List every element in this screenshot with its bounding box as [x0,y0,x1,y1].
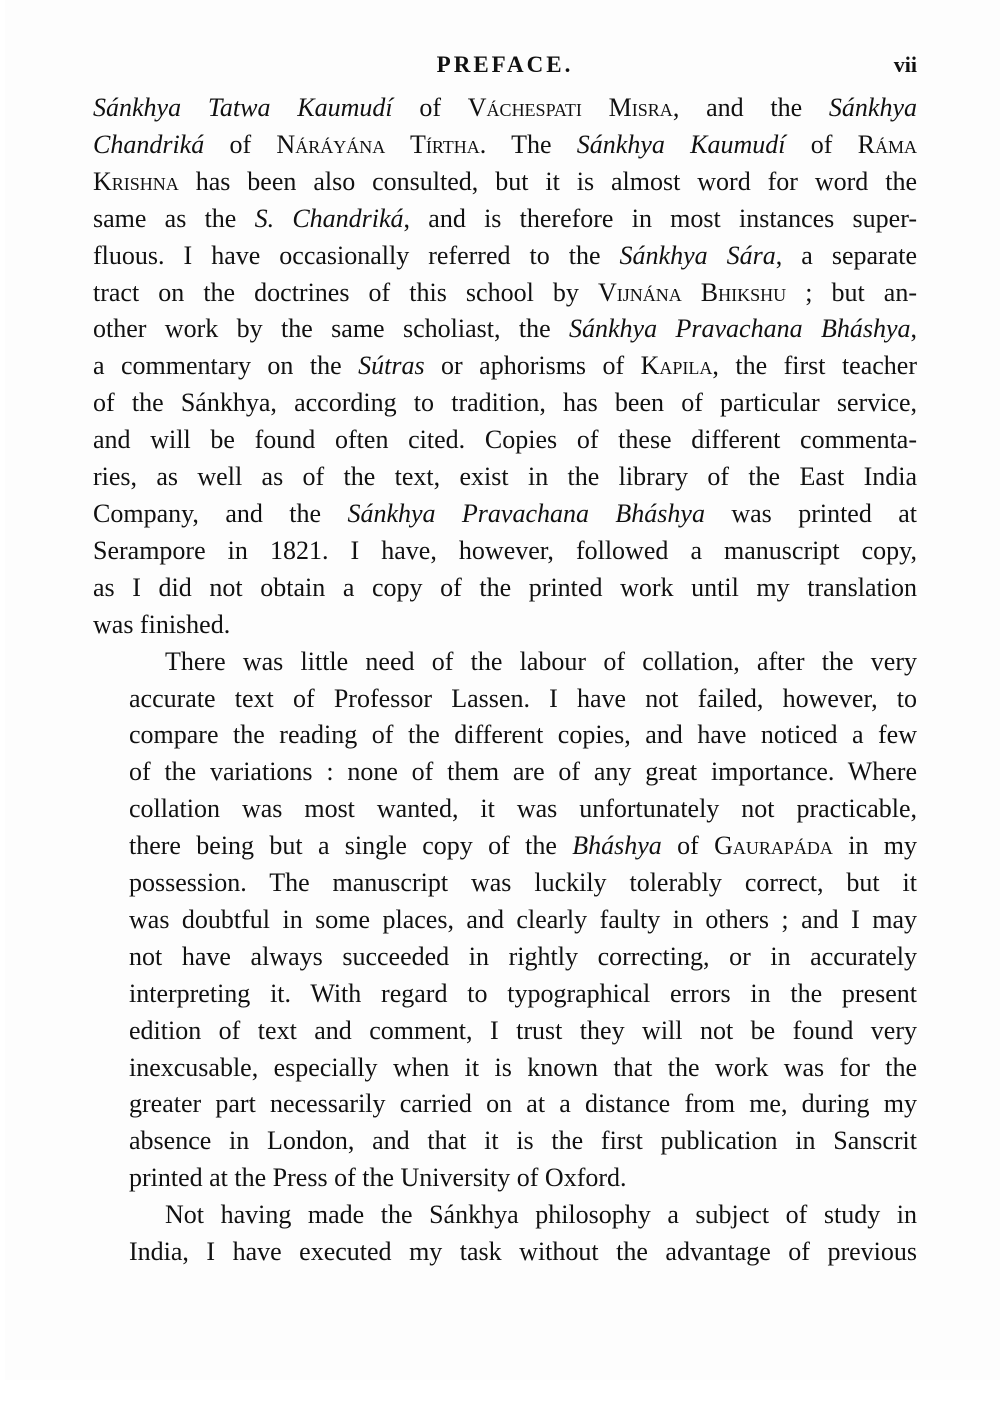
text-run: Company, and the [93,498,348,528]
text-line [93,717,917,754]
text-run: was finished. [93,609,231,639]
text-run: interpreting it. With regard to typographical errors in the present [129,978,917,1008]
text-run: there being but a single copy of the [129,831,573,861]
text-line [93,865,917,902]
text-run: was doubtful in some places, and clearly faulty in others ; and I may [129,904,917,934]
text-line [93,90,917,127]
text-line [93,791,917,828]
text-line [93,1086,917,1123]
text-line [93,1013,917,1050]
italic-title: S. Chandriká [254,203,404,233]
italic-title: Sánkhya Sára [619,240,776,270]
book-page [5,0,1000,1380]
text-line [93,754,917,791]
text-run: . The [479,129,577,159]
text-run: not have always succeeded in rightly correcting, or in accurately [129,941,917,971]
text-run: greater part necessarily carried on at a distance from me, during my [129,1089,917,1119]
text-line [93,570,917,607]
text-line [93,459,917,496]
author-name: Váchespati Misra [467,93,673,122]
body-text [93,90,917,1271]
page-header [93,52,917,82]
text-run: was printed at [704,498,918,528]
text-line [93,533,917,570]
text-line [93,902,917,939]
text-run: , and the [672,93,829,122]
text-run: ; but an- [786,277,917,307]
text-line [93,348,917,385]
text-run: collation was most wanted, it was unfortunately not practicable, [129,794,917,824]
text-run: fluous. I have occasionally referred to the [93,240,620,270]
text-run: of [392,93,468,122]
italic-title: Sánkhya Tatwa Kaumudí [93,93,393,122]
paragraph [93,1197,917,1271]
author-name: Gaurapáda [714,831,833,861]
text-line [93,275,917,312]
text-run: other work by the same scholiast, the [93,314,570,344]
text-run: absence in London, and that it is the first publication in Sanscrit [129,1126,917,1156]
text-run: and will be found often cited. Copies of these different commenta- [93,425,917,455]
text-line [93,1160,917,1197]
text-line [93,238,917,275]
text-run: ries, as well as of the text, exist in the library of the East India [93,462,917,492]
text-line [93,385,917,422]
text-run: printed at the Press of the University of Oxford. [129,1163,627,1193]
text-run: or aphorisms of [424,351,641,381]
text-run: compare the reading of the different copies, and have noticed a few [129,720,917,750]
text-run: possession. The manuscript was luckily tolerably correct, but it [129,868,917,898]
text-line [93,939,917,976]
text-line [93,1197,917,1234]
text-run: Serampore in 1821. I have, however, followed a manuscript copy, [93,535,917,565]
text-run: , the first teacher [712,351,917,381]
italic-title: Chandriká [93,129,205,159]
text-line [93,607,917,644]
text-line [93,681,917,718]
italic-title: Sánkhya Kaumudí [576,129,786,159]
text-run: of [661,831,715,861]
text-line [93,127,917,164]
text-run: accurate text of Professor Lassen. I have not failed, however, to [129,683,917,713]
text-run: inexcusable, especially when it is known that the work was for the [129,1052,917,1082]
text-line [93,1050,917,1087]
text-line [93,1123,917,1160]
italic-title: Sútras [358,351,425,381]
italic-title: Sánkhya Pravachana Bháshya [569,314,911,344]
paragraph [93,90,917,644]
paragraph [93,644,917,1198]
text-run: of [785,129,858,159]
text-run: , a separate [775,240,917,270]
text-run: There was little need of the labour of collation, after the very [165,646,917,676]
italic-title: Sánkhya Pravachana Bháshya [347,498,705,528]
text-line [93,976,917,1013]
text-run: of the Sánkhya, according to tradition, has been of particular service, [93,388,917,418]
italic-title: Bháshya [572,831,662,861]
text-run: of the variations : none of them are of any great importance. Where [129,757,917,787]
text-line [93,1234,917,1271]
author-name: Vijnána Bhikshu [597,277,787,307]
text-run: , and is therefore in most instances super- [403,203,917,233]
running-title: PREFACE. [436,52,574,77]
text-run: has been also consulted, but it is almost word for word the [178,166,917,196]
text-run: a commentary on the [93,351,359,381]
text-run: edition of text and comment, I trust they will not be found very [129,1015,917,1045]
text-run: same as the [93,203,255,233]
text-run: , [910,314,917,344]
text-line [93,311,917,348]
text-run: of [204,129,277,159]
text-line [93,422,917,459]
author-name: Krishna [93,166,179,196]
text-line [93,164,917,201]
text-run: India, I have executed my task without the advantage of previous [129,1237,917,1267]
text-run: Not having made the Sánkhya philosophy a subject of study in [165,1200,917,1230]
text-run: tract on the doctrines of this school by [93,277,598,307]
author-name: Náráyána Tírtha [276,129,480,159]
text-line [93,201,917,238]
italic-title: Sánkhya [828,93,917,122]
text-line [93,644,917,681]
text-run: in my [832,831,917,861]
text-run: as I did not obtain a copy of the printed work until my translation [93,572,917,602]
author-name: Kapila [640,351,713,381]
page-number: vii [893,52,917,77]
text-line [93,828,917,865]
text-line [93,496,917,533]
author-name: Ráma [857,129,918,159]
